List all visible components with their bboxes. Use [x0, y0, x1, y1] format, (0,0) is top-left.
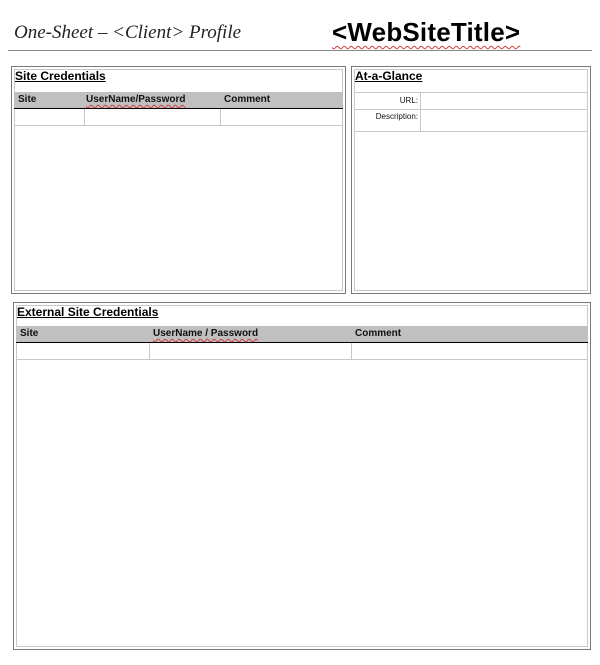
cell-divider — [351, 343, 352, 359]
column-header-comment: Comment — [224, 94, 271, 105]
header-rule — [8, 50, 592, 51]
column-header-comment: Comment — [355, 328, 402, 339]
external-site-credentials-row[interactable] — [16, 343, 588, 360]
cell-divider — [420, 109, 421, 131]
cell-divider — [149, 343, 150, 359]
column-header-site: Site — [20, 328, 39, 339]
document-title — [332, 17, 520, 48]
site-credentials-heading: Site Credentials — [15, 69, 106, 83]
glance-label-description: Description: — [375, 112, 418, 121]
cell-divider — [84, 109, 85, 125]
glance-row-description[interactable] — [354, 109, 588, 132]
site-credentials-row[interactable] — [14, 109, 343, 126]
cell-divider — [420, 93, 421, 109]
site-credentials-header-row — [14, 92, 343, 109]
column-header-site: Site — [18, 94, 37, 105]
column-header-username-password: UserName / Password — [153, 328, 259, 339]
column-header-username-password: UserName/Password — [86, 94, 186, 105]
document-title-text: <WebSiteTitle> — [332, 17, 521, 47]
external-site-credentials-panel — [13, 302, 591, 650]
at-a-glance-heading: At-a-Glance — [355, 69, 423, 83]
glance-label-url: URL: — [399, 96, 418, 105]
glance-row-url[interactable] — [354, 92, 588, 110]
site-credentials-panel — [11, 66, 346, 294]
external-site-credentials-heading: External Site Credentials — [17, 305, 159, 319]
external-site-credentials-header-row — [16, 326, 588, 343]
at-a-glance-panel — [351, 66, 591, 294]
cell-divider — [220, 109, 221, 125]
document-subtitle: One-Sheet – <Client> Profile — [14, 22, 242, 43]
